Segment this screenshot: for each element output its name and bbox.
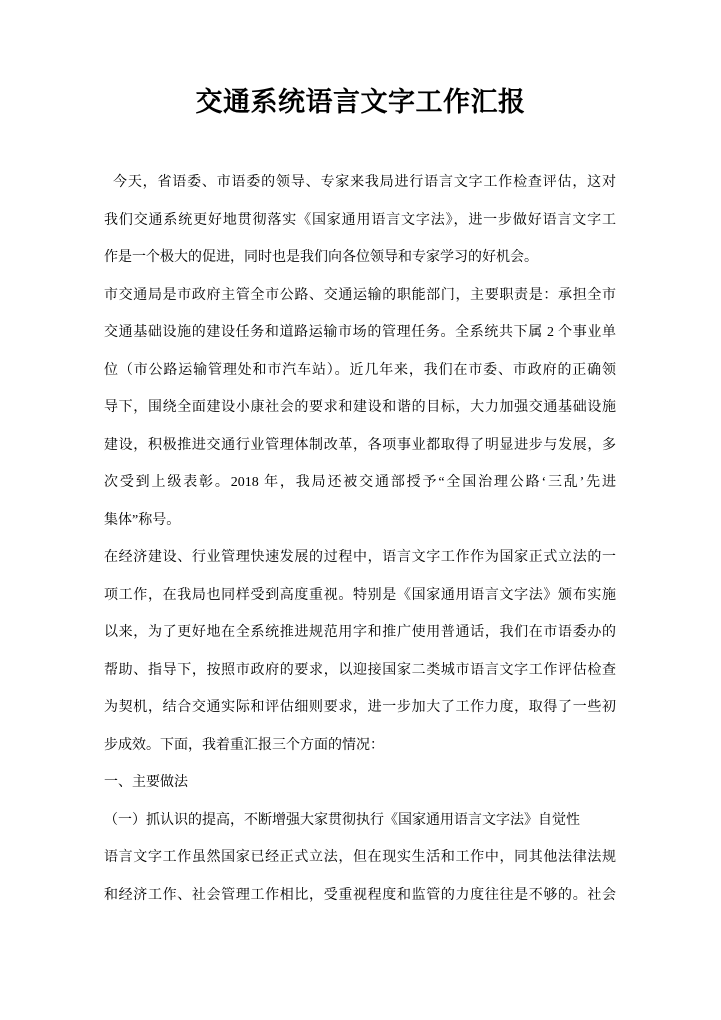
text-line: 项工作，在我局也同样受到高度重视。特别是《国家通用语言文字法》颁布实施 [104,587,616,603]
text-line: 以来，为了更好地在全系统推进规范用字和推广使用普通话，我们在市语委办的 [104,625,616,640]
text-line: 作是一个极大的促进，同时也是我们向各位领导和专家学习的好机会。 [104,250,538,265]
text-line: 帮助、指导下，按照市政府的要求，以迎接国家二类城市语言文字工作评估检查 [104,662,616,678]
text-line: 和经济工作、社会管理工作相比，受重视程度和监管的力度往往是不够的。社会 [104,887,616,903]
text-line: 语言文字工作虽然国家已经正式立法，但在现实生活和工作中，同其他法律法规 [104,850,616,865]
text-line: 市交通局是市政府主管全市公路、交通运输的职能部门，主要职责是：承担全市 [104,287,616,303]
text-line: 步成效。下面，我着重汇报三个方面的情况： [104,737,384,753]
text-line: 次受到上级表彰。2018 年，我局还被交通部授予“全国治理公路‘三乱’先进 [104,475,616,490]
text-line: 位（市公路运输管理处和市汽车站）。近几年来，我们在市委、市政府的正确领 [104,362,616,378]
text-line: 导下，围绕全面建设小康社会的要求和建设和谐的目标，大力加强交通基础设施 [104,400,616,415]
document-body [104,164,616,914]
text-line: （一）抓认识的提高，不断增强大家贯彻执行《国家通用语言文字法》自觉性 [104,812,580,828]
text-line: 一、主要做法 [104,775,188,790]
text-line: 为契机，结合交通实际和评估细则要求，进一步加大了工作力度，取得了一些初 [104,700,616,715]
text-line: 在经济建设、行业管理快速发展的过程中，语言文字工作作为国家正式立法的一 [104,550,616,565]
text-line: 我们交通系统更好地贯彻落实《国家通用语言文字法》，进一步做好语言文字工 [104,212,616,228]
text-line: 集体”称号。 [104,512,181,528]
text-line: 建设，积极推进交通行业管理体制改革，各项事业都取得了明显进步与发展，多 [104,437,616,453]
text-line: 交通基础设施的建设任务和道路运输市场的管理任务。全系统共下属 2 个事业单 [104,325,616,340]
text-line: 今天，省语委、市语委的领导、专家来我局进行语言文字工作检查评估，这对 [113,175,616,190]
document-title: 交通系统语言文字工作汇报 [195,87,526,117]
